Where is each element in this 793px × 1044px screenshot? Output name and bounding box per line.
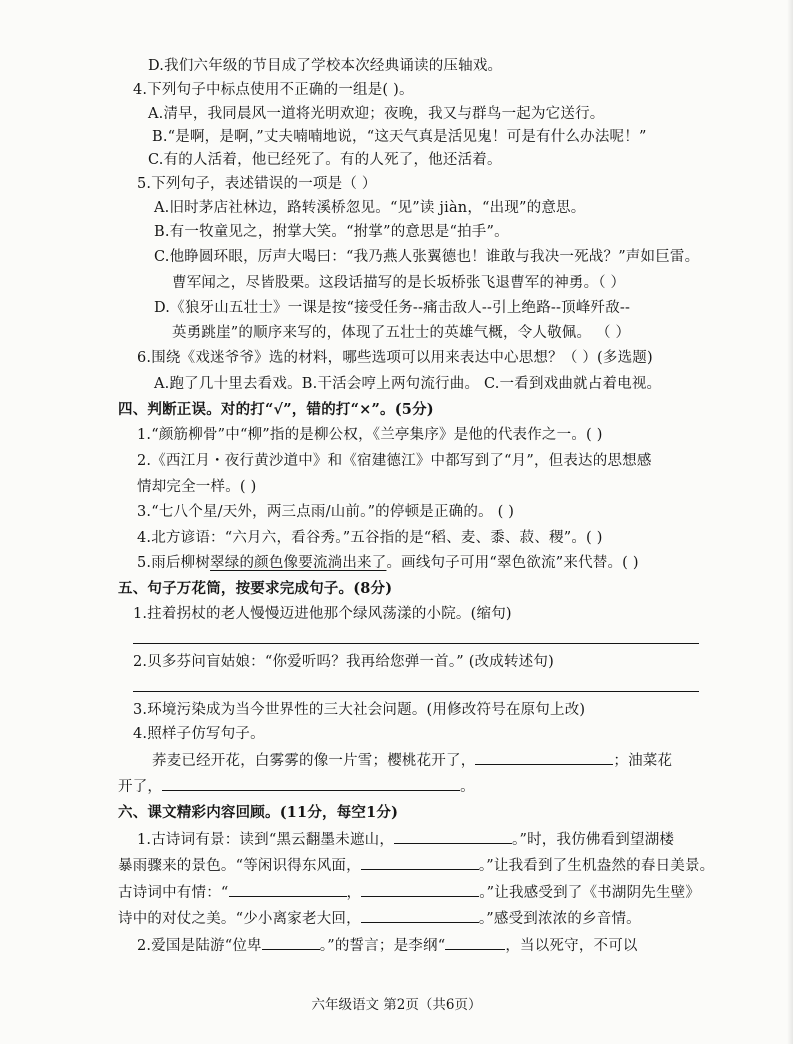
q4-option-b: B.“是啊，是啊，”丈夫喃喃地说，“这天气真是活见鬼！可是有什么办法呢！” [152,129,647,145]
review-line-3 [118,882,700,903]
review-blank-4[interactable] [361,882,479,897]
q4-option-c: C.有的人活着，他已经死了。有的人死了，他还活着。 [148,152,502,168]
judge-2: 2.《西江月・夜行黄沙道中》和《宿建德江》中都写到了“月”，但表达的思想感 [137,453,652,469]
judge-5-end: 。画线句子可用“翠色欲流”来代替。( ) [386,555,639,571]
review-text-11: 。”的誓言；是李纲“ [319,938,446,954]
q5-option-c-cont: 曹军闻之，尽皆股栗。这段话描写的是长坂桥张飞退曹军的神勇。（ ） [172,275,626,291]
review-line-5 [137,935,638,956]
sentence-task-4: 4.照样子仿写句子。 [133,726,265,742]
q5-option-c: C.他睁圆环眼，厉声大喝曰：“我乃燕人张翼德也！谁敢与我决一死战？”声如巨雷。 [154,249,700,265]
answer-line-1[interactable] [133,643,699,644]
review-text-4: 。”让我看到了生机盎然的春日美景。 [478,858,715,874]
q5-question: 5.下列句子，表述错误的一项是（ ） [137,176,377,192]
q5-option-a: A.旧时茅店社林边，路转溪桥忽见。“见”读 jiàn，“出现”的意思。 [154,200,586,216]
q5-option-b: B.有一牧童见之，拊掌大笑。“拊掌”的意思是“拍手”。 [154,224,509,240]
review-text-5: 古诗词中有情：“ [118,885,229,901]
review-text-1: 1.古诗词有景：读到“黑云翻墨未遮山， [137,832,395,848]
imitation-text-1: 荞麦已经开花，白雾雾的像一片雪；樱桃花开了， [152,753,476,769]
q6-question: 6.围绕《戏迷爷爷》选的材料，哪些选项可以用来表达中心思想？（ ）(多选题) [137,350,653,366]
imitation-text-2: ；油菜花 [613,753,673,769]
q3-option-d: D.我们六年级的节目成了学校本次经典诵读的压轴戏。 [148,58,503,74]
judge-1: 1.“颜筋柳骨”中“柳”指的是柳公权，《兰亭集序》是他的代表作之一。( ) [137,427,603,443]
review-line-4 [118,908,641,929]
imitation-text-4: 。 [460,779,475,795]
review-text-3: 暴雨骤来的景色。“等闲识得东风面， [118,858,361,874]
judge-5 [137,553,639,573]
review-text-9: 。”感受到浓浓的乡音情。 [478,911,641,927]
judge-2-cont: 情却完全一样。( ) [137,479,257,495]
review-line-1 [137,829,674,850]
review-blank-5[interactable] [361,908,479,923]
judge-4: 4.北方谚语：“六月六，看谷秀。”五谷指的是“稻、麦、黍、菽、稷”。( ) [137,530,603,546]
imitation-blank-2[interactable] [162,776,460,791]
review-text-6: ， [346,885,362,901]
q4-option-a: A.清早，我同晨风一道将光明欢迎；夜晚，我又与群鸟一起为它送行。 [148,106,605,122]
page-footer: 六年级语文 第2页（共6页） [311,997,482,1013]
imitation-blank-1[interactable] [475,750,613,765]
review-line-2 [118,855,714,876]
imitation-line-2 [118,776,475,797]
review-blank-2[interactable] [361,855,479,870]
sentence-task-1: 1.拄着拐杖的老人慢慢迈进他那个绿风荡漾的小院。(缩句) [133,606,512,622]
judge-3: 3.“七八个星/天外，两三点雨/山前。”的停顿是正确的。 ( ) [137,504,515,520]
review-text-12: ，当以死守，不可以 [505,938,638,954]
scan-edge-shadow [787,0,793,1044]
review-blank-1[interactable] [394,829,512,844]
review-blank-6[interactable] [262,935,320,950]
q5-option-d-cont: 英勇跳崖”的顺序来写的，体现了五壮士的英雄气概，令人敬佩。 （ ） [172,325,631,341]
section-4-heading: 四、判断正误。对的打“√”，错的打“×”。(5分) [118,401,434,418]
q4-question: 4.下列句子中标点使用不正确的一组是( )。 [133,82,414,98]
judge-5-underlined: 翠绿的颜色像要流淌出来了 [210,555,387,571]
section-6-heading: 六、课文精彩内容回顾。(11分，每空1分) [118,804,399,821]
review-text-10: 2.爱国是陆游“位卑 [137,938,262,954]
judge-5-start: 5.雨后柳树 [137,555,211,571]
sentence-task-3: 3.环境污染成为当今世界性的三大社会问题。(用修改符号在原句上改) [133,702,586,718]
sentence-task-2: 2.贝多芬问盲姑娘：“你爱听吗？我再给您弹一首。” (改成转述句) [133,654,554,670]
q5-option-d: D.《狼牙山五壮士》一课是按“接受任务--痛击敌人--引上绝路--顶峰歼敌-- [154,300,631,316]
review-blank-7[interactable] [445,935,505,950]
section-5-heading: 五、句子万花筒，按要求完成句子。(8分) [118,580,393,597]
review-blank-3[interactable] [229,882,347,897]
imitation-line-1 [152,750,672,771]
review-text-8: 诗中的对仗之美。“少小离家老大回， [118,911,361,927]
review-text-2: 。”时，我仿佛看到望湖楼 [512,832,675,848]
q6-options: A.跑了几十里去看戏。B.干活会哼上两句流行曲。 C.一看到戏曲就占着电视。 [154,376,662,392]
answer-line-2[interactable] [133,691,699,692]
review-text-7: 。”让我感受到了《书湖阴先生壁》 [479,885,701,901]
imitation-text-3: 开了， [118,779,163,795]
